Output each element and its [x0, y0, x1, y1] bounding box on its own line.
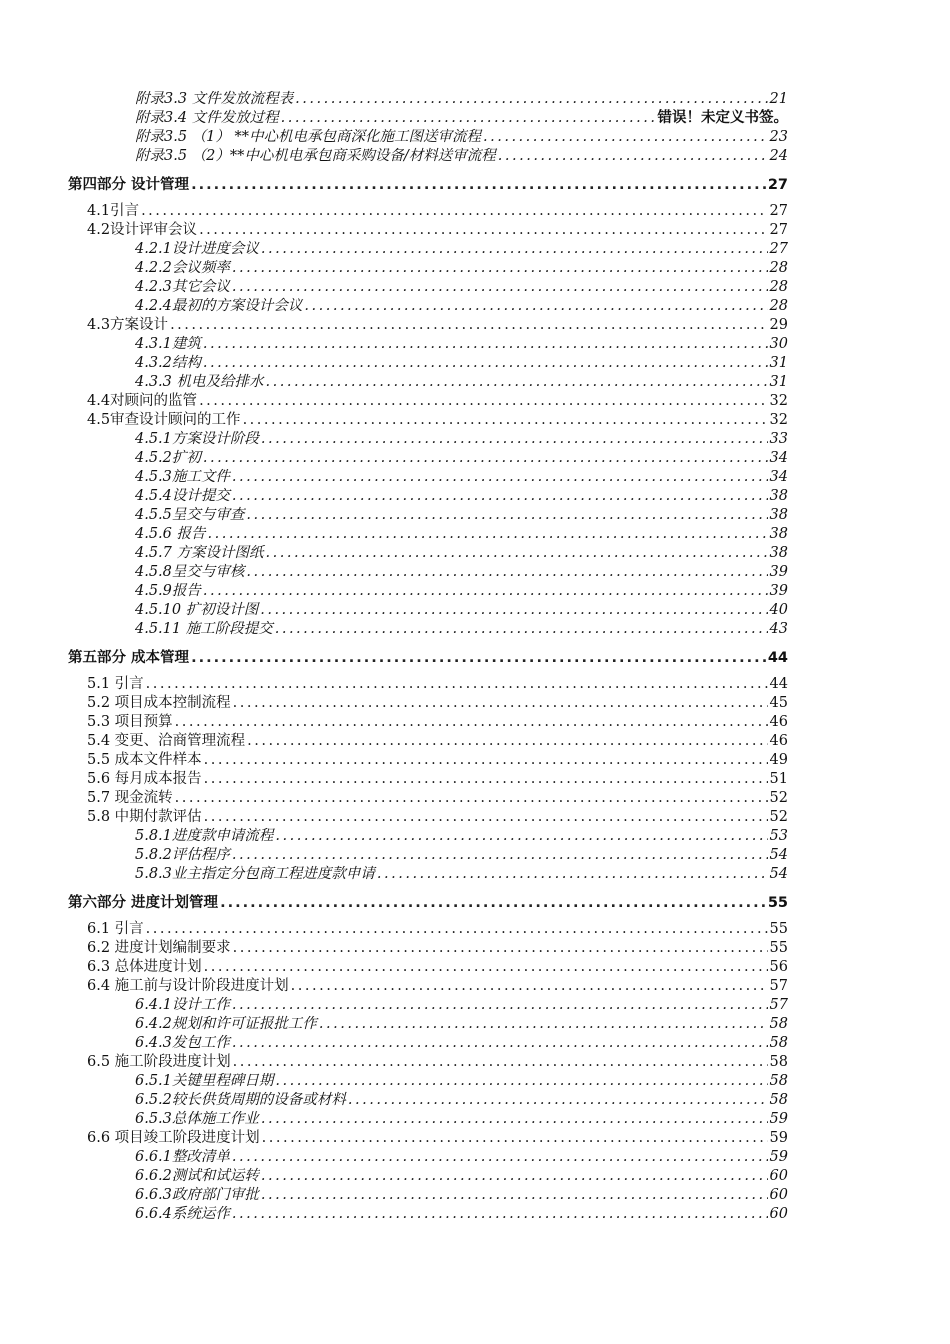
toc-entry[interactable] — [87, 411, 788, 430]
toc-entry[interactable] — [135, 430, 788, 449]
toc-part-heading[interactable] — [68, 892, 788, 914]
toc-page-number: 58 — [769, 1092, 788, 1108]
toc-entry[interactable] — [135, 335, 788, 354]
toc-leader-dots — [175, 713, 768, 732]
section-gap — [0, 884, 950, 892]
toc-leader-dots — [191, 174, 766, 196]
toc-entry-label: 4.5.8呈交与审核 — [135, 564, 245, 580]
toc-entry[interactable] — [135, 1091, 788, 1110]
toc-entry-label: 6.6.3政府部门审批 — [135, 1187, 259, 1203]
toc-leader-dots — [203, 449, 768, 468]
toc-leader-dots — [232, 996, 768, 1015]
toc-page-number: 60 — [769, 1168, 788, 1184]
toc-leader-dots — [233, 1053, 768, 1072]
toc-entry-label: 5.1 引言 — [87, 676, 144, 692]
toc-page-number: 59 — [769, 1149, 788, 1165]
toc-leader-dots — [170, 316, 767, 335]
toc-part-heading[interactable] — [68, 174, 788, 196]
toc-leader-dots — [220, 892, 766, 914]
toc-page-number: 31 — [769, 355, 788, 371]
toc-leader-dots — [246, 506, 767, 525]
toc-entry[interactable] — [87, 675, 788, 694]
toc-entry-label: 5.5 成本文件样本 — [87, 752, 202, 768]
toc-page-number: 58 — [769, 1054, 788, 1070]
toc-page-number: 58 — [769, 1035, 788, 1051]
toc-leader-dots — [275, 620, 768, 639]
toc-page-number: 34 — [769, 450, 788, 466]
toc-page-number: 38 — [769, 488, 788, 504]
toc-page-number: 45 — [769, 695, 788, 711]
toc-entry[interactable] — [87, 920, 788, 939]
toc-entry[interactable] — [135, 544, 788, 563]
toc-entry-label: 4.5.5呈交与审查 — [135, 507, 245, 523]
toc-leader-dots — [291, 977, 768, 996]
toc-entry-label: 附录3.5 （2）**中心机电承包商采购设备/材料送审流程 — [135, 148, 496, 164]
toc-entry[interactable] — [135, 1034, 788, 1053]
toc-page-number: 44 — [769, 676, 788, 692]
toc-entry-label: 4.1引言 — [87, 203, 140, 219]
toc-leader-dots — [261, 1167, 768, 1186]
toc-entry-label: 4.5.1方案设计阶段 — [135, 431, 259, 447]
toc-leader-dots — [204, 958, 768, 977]
toc-leader-dots — [261, 1110, 768, 1129]
toc-leader-dots — [348, 1091, 768, 1110]
toc-entry[interactable] — [87, 977, 788, 996]
toc-entry-label: 4.3.3 机电及给排水 — [135, 374, 264, 390]
toc-page-number: 60 — [769, 1187, 788, 1203]
toc-entry[interactable] — [135, 1205, 788, 1224]
toc-entry[interactable] — [135, 487, 788, 506]
toc-entry-label: 4.5.11 施工阶段提交 — [135, 621, 273, 637]
toc-entry-label: 第四部分 设计管理 — [68, 177, 190, 193]
toc-entry[interactable] — [135, 128, 788, 147]
toc-entry[interactable] — [135, 1167, 788, 1186]
toc-entry-label: 4.5.2扩初 — [135, 450, 201, 466]
toc-entry-label: 5.3 项目预算 — [87, 714, 173, 730]
toc-entry-label: 6.6.4系统运作 — [135, 1206, 230, 1222]
toc-page-number: 34 — [769, 469, 788, 485]
toc-leader-dots — [275, 1072, 767, 1091]
toc-leader-dots — [203, 354, 768, 373]
toc-leader-dots — [266, 544, 768, 563]
toc-entry-label: 4.5.9报告 — [135, 583, 201, 599]
toc-page-number: 38 — [769, 526, 788, 542]
toc-entry-label: 4.4对顾问的监管 — [87, 393, 198, 409]
toc-leader-dots — [377, 865, 768, 884]
toc-entry[interactable] — [135, 468, 788, 487]
toc-entry[interactable] — [135, 297, 788, 316]
toc-part-heading[interactable] — [68, 647, 788, 669]
toc-page-number: 28 — [769, 298, 788, 314]
section-gap — [0, 639, 950, 647]
toc-entry[interactable] — [87, 1129, 788, 1148]
toc-leader-dots — [275, 827, 767, 846]
toc-leader-dots — [266, 373, 768, 392]
toc-leader-dots — [232, 1148, 768, 1167]
toc-leader-dots — [246, 563, 767, 582]
toc-leader-dots — [191, 647, 766, 669]
toc-entry[interactable] — [87, 958, 788, 977]
toc-page-number: 28 — [769, 260, 788, 276]
toc-entry[interactable] — [135, 354, 788, 373]
toc-entry-label: 6.4.2规划和许可证报批工作 — [135, 1016, 317, 1032]
toc-entry-label: 6.3 总体进度计划 — [87, 959, 202, 975]
toc-entry-label: 6.4 施工前与设计阶段进度计划 — [87, 978, 289, 994]
toc-entry-label: 附录3.4 文件发放过程 — [135, 110, 279, 126]
toc-leader-dots — [295, 90, 767, 109]
toc-entry[interactable] — [135, 147, 788, 166]
toc-page-number: 38 — [769, 545, 788, 561]
toc-leader-dots — [199, 221, 767, 240]
toc-entry[interactable] — [135, 259, 788, 278]
toc-page-number: 55 — [769, 940, 788, 956]
toc-entry[interactable] — [135, 240, 788, 259]
toc-entry-label: 4.2.4最初的方案设计会议 — [135, 298, 303, 314]
toc-entry[interactable] — [87, 939, 788, 958]
toc-page-number: 52 — [769, 790, 788, 806]
toc-page-number: 49 — [769, 752, 788, 768]
toc-entry-label: 6.5.3总体施工作业 — [135, 1111, 259, 1127]
toc-entry-label: 5.2 项目成本控制流程 — [87, 695, 231, 711]
toc-leader-dots — [243, 411, 768, 430]
toc-page-number: 51 — [769, 771, 788, 787]
toc-page-number: 40 — [769, 602, 788, 618]
toc-leader-dots — [281, 109, 656, 128]
toc-entry-label: 4.3.1建筑 — [135, 336, 201, 352]
toc-page-number: 27 — [769, 203, 788, 219]
toc-entry-label: 6.5.2较长供货周期的设备或材料 — [135, 1092, 346, 1108]
toc-leader-dots — [261, 1186, 768, 1205]
toc-page-number: 21 — [769, 91, 788, 107]
toc-page-number: 43 — [769, 621, 788, 637]
toc-page-number: 30 — [769, 336, 788, 352]
toc-page-number: 39 — [769, 564, 788, 580]
toc-leader-dots — [175, 789, 768, 808]
toc-page-number: 27 — [769, 222, 788, 238]
toc-entry-label: 4.5.6 报告 — [135, 526, 206, 542]
toc-page-number: 58 — [769, 1016, 788, 1032]
toc-entry[interactable] — [135, 620, 788, 639]
toc-entry-label: 5.8.1进度款申请流程 — [135, 828, 274, 844]
toc-leader-dots — [203, 335, 768, 354]
toc-entry[interactable] — [135, 563, 788, 582]
toc-entry[interactable] — [87, 713, 788, 732]
toc-entry-label: 6.1 引言 — [87, 921, 144, 937]
toc-entry-label: 6.2 进度计划编制要求 — [87, 940, 231, 956]
toc-entry[interactable] — [87, 316, 788, 335]
toc-entry[interactable] — [135, 1072, 788, 1091]
toc-entry-label: 4.5.4设计提交 — [135, 488, 230, 504]
toc-entry-label: 4.2.1设计进度会议 — [135, 241, 259, 257]
toc-page-number: 56 — [769, 959, 788, 975]
toc-page-number: 58 — [769, 1073, 788, 1089]
toc-entry-label: 4.3.2结构 — [135, 355, 201, 371]
toc-page-number: 60 — [769, 1206, 788, 1222]
toc-page-number: 59 — [769, 1111, 788, 1127]
toc-entry-label: 5.8.3业主指定分包商工程进度款申请 — [135, 866, 375, 882]
toc-leader-dots — [204, 808, 768, 827]
toc-leader-dots — [262, 1129, 768, 1148]
section-gap — [0, 166, 950, 174]
toc-page-number: 44 — [767, 650, 788, 666]
toc-entry[interactable] — [135, 827, 788, 846]
toc-leader-dots — [319, 1015, 768, 1034]
toc-entry[interactable] — [135, 1015, 788, 1034]
toc-entry[interactable] — [135, 865, 788, 884]
toc-leader-dots — [233, 694, 768, 713]
toc-entry[interactable] — [87, 808, 788, 827]
toc-leader-dots — [232, 278, 768, 297]
toc-leader-dots — [203, 582, 768, 601]
toc-entry[interactable] — [135, 1148, 788, 1167]
toc-entry-label: 5.6 每月成本报告 — [87, 771, 202, 787]
toc-entry-label: 4.5.3施工文件 — [135, 469, 230, 485]
toc-entry-label: 4.5.7 方案设计图纸 — [135, 545, 264, 561]
toc-leader-dots — [232, 846, 768, 865]
toc-entry-label: 6.6.2测试和试运转 — [135, 1168, 259, 1184]
toc-entry[interactable] — [135, 449, 788, 468]
toc-entry-label: 6.5.1关键里程碑日期 — [135, 1073, 274, 1089]
toc-entry-label: 6.4.3发包工作 — [135, 1035, 230, 1051]
toc-page-number: 33 — [769, 431, 788, 447]
toc-entry-label: 6.6 项目竣工阶段进度计划 — [87, 1130, 260, 1146]
toc-leader-dots — [232, 1034, 768, 1053]
toc-page-number: 39 — [769, 583, 788, 599]
toc-entry-label: 附录3.5 （1） **中心机电承包商深化施工图送审流程 — [135, 129, 482, 145]
toc-entry-label: 4.5审查设计顾问的工作 — [87, 412, 241, 428]
toc-leader-dots — [232, 259, 768, 278]
toc-entry[interactable] — [135, 1186, 788, 1205]
toc-entry[interactable] — [135, 1110, 788, 1129]
toc-leader-dots — [233, 939, 768, 958]
toc-leader-dots — [208, 525, 768, 544]
toc-leader-dots — [199, 392, 767, 411]
toc-page-number: 54 — [769, 866, 788, 882]
toc-leader-dots — [261, 430, 768, 449]
toc-leader-dots — [483, 128, 768, 147]
toc-entry-label: 6.4.1设计工作 — [135, 997, 230, 1013]
toc-entry[interactable] — [135, 525, 788, 544]
toc-entry-label: 6.5 施工阶段进度计划 — [87, 1054, 231, 1070]
toc-page-number: 57 — [769, 978, 788, 994]
toc-page-number: 32 — [769, 393, 788, 409]
toc-entry-label: 附录3.3 文件发放流程表 — [135, 91, 294, 107]
toc-leader-dots — [260, 601, 767, 620]
toc-entry-label: 5.8.2评估程序 — [135, 847, 230, 863]
toc-page-number: 31 — [769, 374, 788, 390]
toc-entry[interactable] — [135, 846, 788, 865]
toc-leader-dots — [204, 770, 768, 789]
toc-entry[interactable] — [87, 770, 788, 789]
toc-entry-label: 4.3方案设计 — [87, 317, 169, 333]
toc-entry[interactable] — [87, 732, 788, 751]
toc-entry[interactable] — [87, 221, 788, 240]
toc-entry[interactable] — [135, 996, 788, 1015]
toc-entry[interactable] — [135, 90, 788, 109]
toc-entry[interactable] — [87, 202, 788, 221]
toc-page-number: 27 — [769, 241, 788, 257]
toc-leader-dots — [232, 468, 768, 487]
toc-page-number: 32 — [769, 412, 788, 428]
toc-leader-dots — [261, 240, 768, 259]
toc-leader-dots — [204, 751, 768, 770]
toc-entry-label: 第六部分 进度计划管理 — [68, 895, 219, 911]
toc-page-number: 52 — [769, 809, 788, 825]
toc-page-number: 46 — [769, 714, 788, 730]
toc-leader-dots — [232, 487, 768, 506]
toc-page-number: 46 — [769, 733, 788, 749]
toc-page-number: 24 — [769, 148, 788, 164]
toc-entry-label: 4.5.10 扩初设计图 — [135, 602, 259, 618]
toc-entry-label: 第五部分 成本管理 — [68, 650, 190, 666]
toc-entry-label: 4.2.2会议频率 — [135, 260, 230, 276]
toc-leader-dots — [232, 1205, 768, 1224]
toc-page-number: 55 — [767, 895, 788, 911]
toc-entry[interactable] — [135, 278, 788, 297]
toc-page-number: 55 — [769, 921, 788, 937]
toc-entry[interactable] — [87, 694, 788, 713]
toc-entry[interactable] — [135, 582, 788, 601]
toc-error-text: 错误！未定义书签。 — [657, 110, 788, 126]
toc-page-number: 27 — [767, 177, 788, 193]
toc-leader-dots — [304, 297, 767, 316]
toc-entry-label: 4.2.3其它会议 — [135, 279, 230, 295]
toc-leader-dots — [498, 147, 768, 166]
toc-page-number: 28 — [769, 279, 788, 295]
toc-entry[interactable] — [135, 506, 788, 525]
toc-entry[interactable] — [135, 109, 788, 128]
toc-page-number: 53 — [769, 828, 788, 844]
toc-leader-dots — [146, 920, 768, 939]
table-of-contents — [0, 90, 950, 1224]
toc-entry-label: 4.2设计评审会议 — [87, 222, 198, 238]
toc-entry-label: 5.4 变更、洽商管理流程 — [87, 733, 246, 749]
toc-page-number: 38 — [769, 507, 788, 523]
toc-entry[interactable] — [87, 392, 788, 411]
toc-page-number: 29 — [769, 317, 788, 333]
toc-leader-dots — [146, 675, 768, 694]
toc-entry-label: 5.8 中期付款评估 — [87, 809, 202, 825]
toc-page-number: 54 — [769, 847, 788, 863]
toc-entry[interactable] — [87, 1053, 788, 1072]
toc-entry[interactable] — [135, 373, 788, 392]
toc-entry-label: 6.6.1整改清单 — [135, 1149, 230, 1165]
toc-page-number: 59 — [769, 1130, 788, 1146]
toc-leader-dots — [141, 202, 767, 221]
toc-entry[interactable] — [87, 751, 788, 770]
toc-entry[interactable] — [135, 601, 788, 620]
toc-page-number: 57 — [769, 997, 788, 1013]
toc-entry[interactable] — [87, 789, 788, 808]
toc-leader-dots — [247, 732, 767, 751]
toc-entry-label: 5.7 现金流转 — [87, 790, 173, 806]
toc-page-number: 23 — [769, 129, 788, 145]
